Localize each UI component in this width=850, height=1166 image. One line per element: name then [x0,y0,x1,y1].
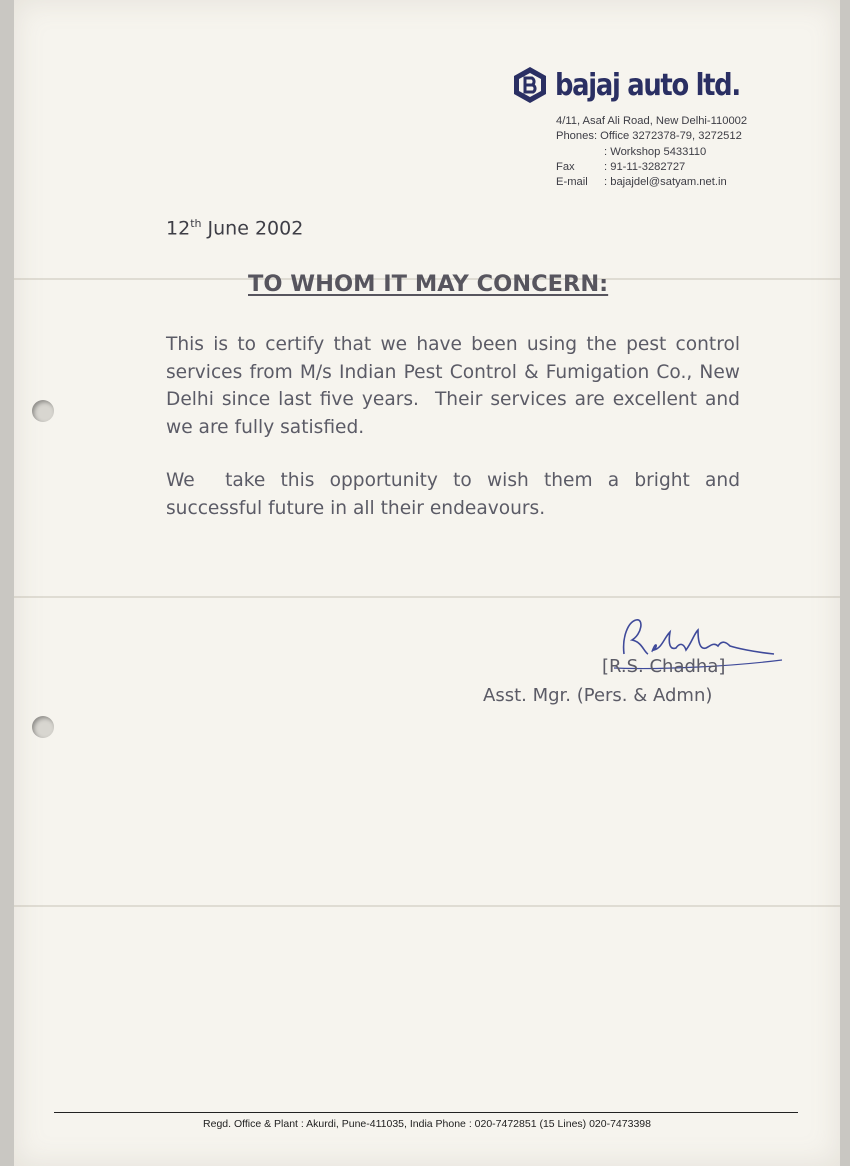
bajaj-hexagon-icon [510,65,550,105]
workshop-row [556,145,747,160]
phones-label: Phones: [556,130,598,143]
phones-workshop: : Workshop 5433110 [604,145,707,158]
body-paragraph-1: This is to certify that we have been using the pest control services from M/s Indian Pest Control & Fumigation Co., New Delhi since last five years. Their services are excellent and we are fully satisfied. [166,334,746,438]
footer-divider [54,1112,798,1113]
email-row [556,175,747,190]
signatory-title: Asst. Mgr. (Pers. & Admn) [483,685,713,706]
punch-hole [32,400,54,422]
company-name: bajaj auto ltd. [555,67,740,103]
registered-office-footer: Regd. Office & Plant : Akurdi, Pune-411035, India Phone : 020-7472851 (15 Lines) 020-7473398 [203,1118,651,1130]
fold-crease [14,596,840,598]
letter-heading: TO WHOM IT MAY CONCERN: [248,271,609,297]
body-paragraph-2: We take this opportunity to wish them a bright and successful future in all their endeavours. [166,470,746,519]
letter-date: 12th June 2002 [166,217,304,240]
email-label: E-mail [556,176,588,189]
fax-value: : 91-11-3282727 [604,160,686,173]
company-contact-block [556,114,747,190]
signatory-name: [R.S. Chadha] [602,656,726,677]
phones-row [556,129,747,144]
phones-office: Office 3272378-79, 3272512 [600,130,742,143]
company-logo [510,62,840,108]
letter-page [14,0,840,1166]
fax-label: Fax [556,160,575,173]
email-value: : bajajdel@satyam.net.in [604,176,727,189]
company-address: 4/11, Asaf Ali Road, New Delhi-110002 [556,115,748,127]
fold-crease [14,905,840,907]
fax-row [556,160,747,175]
punch-hole [32,716,54,738]
